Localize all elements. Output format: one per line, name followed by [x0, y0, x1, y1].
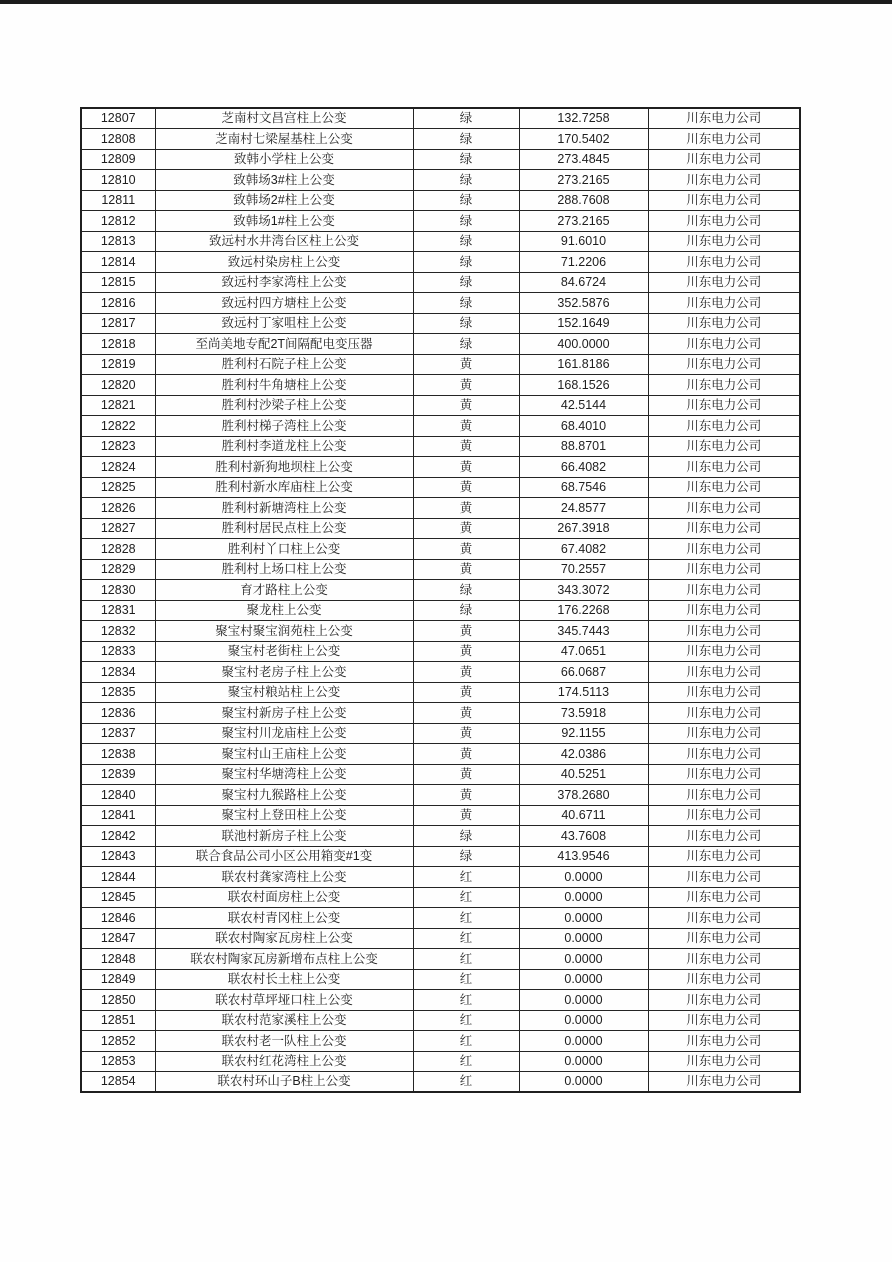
cell-value: 0.0000 [519, 990, 648, 1011]
cell-status: 黄 [413, 416, 519, 437]
cell-status: 绿 [413, 293, 519, 314]
cell-status: 黄 [413, 703, 519, 724]
cell-id: 12813 [81, 231, 155, 252]
cell-status: 绿 [413, 108, 519, 129]
table-row [81, 211, 800, 232]
cell-value: 0.0000 [519, 1010, 648, 1031]
cell-value: 40.6711 [519, 805, 648, 826]
cell-company: 川东电力公司 [648, 129, 800, 150]
cell-id: 12846 [81, 908, 155, 929]
cell-status: 黄 [413, 436, 519, 457]
cell-status: 黄 [413, 785, 519, 806]
cell-status: 黄 [413, 477, 519, 498]
cell-company: 川东电力公司 [648, 313, 800, 334]
cell-value: 67.4082 [519, 539, 648, 560]
cell-company: 川东电力公司 [648, 928, 800, 949]
cell-id: 12809 [81, 149, 155, 170]
table-row [81, 416, 800, 437]
cell-company: 川东电力公司 [648, 293, 800, 314]
cell-value: 47.0651 [519, 641, 648, 662]
table-row [81, 744, 800, 765]
cell-name: 胜利村牛角塘柱上公变 [155, 375, 413, 396]
cell-status: 黄 [413, 539, 519, 560]
cell-company: 川东电力公司 [648, 518, 800, 539]
table-row [81, 252, 800, 273]
table-row [81, 1072, 800, 1093]
cell-name: 联农村陶家瓦房柱上公变 [155, 928, 413, 949]
table-row [81, 928, 800, 949]
cell-value: 343.3072 [519, 580, 648, 601]
cell-id: 12850 [81, 990, 155, 1011]
cell-name: 联农村长土柱上公变 [155, 969, 413, 990]
cell-company: 川东电力公司 [648, 949, 800, 970]
table-row [81, 949, 800, 970]
table-row [81, 313, 800, 334]
cell-company: 川东电力公司 [648, 108, 800, 129]
data-table [80, 107, 801, 1093]
cell-name: 致远村水井湾台区柱上公变 [155, 231, 413, 252]
cell-value: 0.0000 [519, 887, 648, 908]
cell-company: 川东电力公司 [648, 231, 800, 252]
data-table-container [80, 107, 799, 1093]
cell-name: 聚宝村川龙庙柱上公变 [155, 723, 413, 744]
cell-name: 联农村面房柱上公变 [155, 887, 413, 908]
table-row [81, 231, 800, 252]
cell-status: 绿 [413, 252, 519, 273]
cell-value: 92.1155 [519, 723, 648, 744]
table-row [81, 662, 800, 683]
cell-company: 川东电力公司 [648, 990, 800, 1011]
table-row [81, 723, 800, 744]
cell-company: 川东电力公司 [648, 149, 800, 170]
table-row [81, 785, 800, 806]
cell-value: 132.7258 [519, 108, 648, 129]
table-row [81, 600, 800, 621]
cell-name: 聚宝村粮站柱上公变 [155, 682, 413, 703]
cell-company: 川东电力公司 [648, 395, 800, 416]
cell-value: 267.3918 [519, 518, 648, 539]
table-row [81, 1031, 800, 1052]
cell-name: 联合食品公司小区公用箱变#1变 [155, 846, 413, 867]
cell-id: 12852 [81, 1031, 155, 1052]
cell-value: 0.0000 [519, 1031, 648, 1052]
cell-company: 川东电力公司 [648, 477, 800, 498]
cell-name: 胜利村新水库庙柱上公变 [155, 477, 413, 498]
cell-status: 绿 [413, 580, 519, 601]
cell-status: 红 [413, 928, 519, 949]
cell-id: 12844 [81, 867, 155, 888]
cell-id: 12834 [81, 662, 155, 683]
cell-status: 黄 [413, 498, 519, 519]
table-row [81, 293, 800, 314]
cell-value: 71.2206 [519, 252, 648, 273]
cell-status: 黄 [413, 641, 519, 662]
cell-id: 12815 [81, 272, 155, 293]
cell-name: 胜利村沙梁子柱上公变 [155, 395, 413, 416]
cell-value: 174.5113 [519, 682, 648, 703]
cell-status: 黄 [413, 682, 519, 703]
cell-name: 联农村环山子B柱上公变 [155, 1072, 413, 1093]
cell-id: 12827 [81, 518, 155, 539]
cell-status: 绿 [413, 211, 519, 232]
table-row [81, 395, 800, 416]
table-row [81, 764, 800, 785]
cell-name: 胜利村上场口柱上公变 [155, 559, 413, 580]
cell-status: 红 [413, 908, 519, 929]
cell-company: 川东电力公司 [648, 170, 800, 191]
cell-name: 致韩场2#柱上公变 [155, 190, 413, 211]
cell-id: 12832 [81, 621, 155, 642]
cell-id: 12848 [81, 949, 155, 970]
cell-value: 400.0000 [519, 334, 648, 355]
cell-value: 273.2165 [519, 170, 648, 191]
table-row [81, 682, 800, 703]
cell-company: 川东电力公司 [648, 887, 800, 908]
cell-name: 芝南村文昌宫柱上公变 [155, 108, 413, 129]
table-body [81, 108, 800, 1092]
table-row [81, 108, 800, 129]
table-row [81, 908, 800, 929]
cell-status: 红 [413, 1051, 519, 1072]
table-row [81, 1010, 800, 1031]
cell-company: 川东电力公司 [648, 867, 800, 888]
table-row [81, 703, 800, 724]
table-row [81, 170, 800, 191]
cell-status: 黄 [413, 764, 519, 785]
cell-name: 聚宝村新房子柱上公变 [155, 703, 413, 724]
cell-name: 聚宝村九猴路柱上公变 [155, 785, 413, 806]
cell-value: 0.0000 [519, 1051, 648, 1072]
cell-name: 至尚美地专配2T间隔配电变压器 [155, 334, 413, 355]
cell-status: 黄 [413, 621, 519, 642]
cell-value: 170.5402 [519, 129, 648, 150]
table-row [81, 457, 800, 478]
cell-company: 川东电力公司 [648, 641, 800, 662]
table-row [81, 580, 800, 601]
cell-company: 川东电力公司 [648, 744, 800, 765]
cell-name: 聚龙柱上公变 [155, 600, 413, 621]
cell-status: 绿 [413, 334, 519, 355]
cell-name: 致韩场3#柱上公变 [155, 170, 413, 191]
table-row [81, 641, 800, 662]
table-row [81, 867, 800, 888]
table-row [81, 129, 800, 150]
cell-id: 12822 [81, 416, 155, 437]
cell-status: 红 [413, 867, 519, 888]
cell-id: 12840 [81, 785, 155, 806]
cell-company: 川东电力公司 [648, 662, 800, 683]
table-row [81, 498, 800, 519]
cell-status: 红 [413, 949, 519, 970]
cell-status: 黄 [413, 559, 519, 580]
cell-status: 红 [413, 990, 519, 1011]
table-row [81, 621, 800, 642]
cell-name: 联农村青冈柱上公变 [155, 908, 413, 929]
cell-value: 42.5144 [519, 395, 648, 416]
cell-id: 12823 [81, 436, 155, 457]
cell-value: 0.0000 [519, 1072, 648, 1093]
cell-value: 152.1649 [519, 313, 648, 334]
cell-value: 68.4010 [519, 416, 648, 437]
cell-value: 273.4845 [519, 149, 648, 170]
cell-status: 黄 [413, 518, 519, 539]
cell-status: 绿 [413, 600, 519, 621]
cell-id: 12829 [81, 559, 155, 580]
cell-status: 黄 [413, 457, 519, 478]
table-row [81, 272, 800, 293]
cell-value: 66.0687 [519, 662, 648, 683]
cell-value: 176.2268 [519, 600, 648, 621]
cell-value: 68.7546 [519, 477, 648, 498]
cell-id: 12810 [81, 170, 155, 191]
cell-status: 黄 [413, 744, 519, 765]
cell-company: 川东电力公司 [648, 559, 800, 580]
cell-id: 12849 [81, 969, 155, 990]
cell-name: 致远村染房柱上公变 [155, 252, 413, 273]
cell-company: 川东电力公司 [648, 682, 800, 703]
cell-value: 0.0000 [519, 928, 648, 949]
cell-status: 黄 [413, 662, 519, 683]
cell-id: 12819 [81, 354, 155, 375]
cell-status: 黄 [413, 723, 519, 744]
cell-company: 川东电力公司 [648, 805, 800, 826]
cell-company: 川东电力公司 [648, 272, 800, 293]
cell-id: 12847 [81, 928, 155, 949]
cell-company: 川东电力公司 [648, 1031, 800, 1052]
cell-value: 161.8186 [519, 354, 648, 375]
cell-name: 致韩小学柱上公变 [155, 149, 413, 170]
cell-id: 12808 [81, 129, 155, 150]
cell-value: 0.0000 [519, 969, 648, 990]
cell-company: 川东电力公司 [648, 498, 800, 519]
cell-name: 联农村红花湾柱上公变 [155, 1051, 413, 1072]
cell-name: 联农村老一队柱上公变 [155, 1031, 413, 1052]
cell-id: 12851 [81, 1010, 155, 1031]
cell-id: 12830 [81, 580, 155, 601]
cell-id: 12835 [81, 682, 155, 703]
table-row [81, 375, 800, 396]
cell-company: 川东电力公司 [648, 723, 800, 744]
cell-company: 川东电力公司 [648, 436, 800, 457]
cell-status: 绿 [413, 272, 519, 293]
cell-id: 12807 [81, 108, 155, 129]
table-row [81, 559, 800, 580]
cell-name: 联农村陶家瓦房新增布点柱上公变 [155, 949, 413, 970]
cell-status: 红 [413, 1031, 519, 1052]
table-row [81, 887, 800, 908]
cell-name: 聚宝村老房子柱上公变 [155, 662, 413, 683]
cell-name: 致远村丁家咀柱上公变 [155, 313, 413, 334]
cell-status: 黄 [413, 395, 519, 416]
cell-id: 12821 [81, 395, 155, 416]
cell-status: 红 [413, 1072, 519, 1093]
cell-status: 绿 [413, 313, 519, 334]
cell-name: 致远村李家湾柱上公变 [155, 272, 413, 293]
cell-name: 联农村草坪垭口柱上公变 [155, 990, 413, 1011]
cell-name: 聚宝村山王庙柱上公变 [155, 744, 413, 765]
cell-id: 12817 [81, 313, 155, 334]
cell-value: 352.5876 [519, 293, 648, 314]
cell-company: 川东电力公司 [648, 1072, 800, 1093]
cell-id: 12837 [81, 723, 155, 744]
cell-company: 川东电力公司 [648, 621, 800, 642]
table-row [81, 477, 800, 498]
cell-id: 12816 [81, 293, 155, 314]
cell-id: 12814 [81, 252, 155, 273]
cell-name: 胜利村新塘湾柱上公变 [155, 498, 413, 519]
cell-name: 联农村范家溪柱上公变 [155, 1010, 413, 1031]
cell-name: 致远村四方塘柱上公变 [155, 293, 413, 314]
cell-name: 胜利村李道龙柱上公变 [155, 436, 413, 457]
cell-name: 胜利村梯子湾柱上公变 [155, 416, 413, 437]
cell-id: 12839 [81, 764, 155, 785]
cell-name: 胜利村丫口柱上公变 [155, 539, 413, 560]
cell-name: 聚宝村上登田柱上公变 [155, 805, 413, 826]
cell-status: 绿 [413, 170, 519, 191]
cell-value: 66.4082 [519, 457, 648, 478]
cell-status: 红 [413, 887, 519, 908]
cell-value: 40.5251 [519, 764, 648, 785]
cell-id: 12838 [81, 744, 155, 765]
cell-value: 73.5918 [519, 703, 648, 724]
cell-status: 红 [413, 969, 519, 990]
cell-name: 芝南村七梁屋基柱上公变 [155, 129, 413, 150]
cell-company: 川东电力公司 [648, 785, 800, 806]
table-row [81, 805, 800, 826]
cell-id: 12811 [81, 190, 155, 211]
cell-id: 12833 [81, 641, 155, 662]
cell-company: 川东电力公司 [648, 969, 800, 990]
cell-status: 绿 [413, 846, 519, 867]
cell-value: 168.1526 [519, 375, 648, 396]
cell-name: 聚宝村华塘湾柱上公变 [155, 764, 413, 785]
table-row [81, 846, 800, 867]
cell-company: 川东电力公司 [648, 580, 800, 601]
cell-id: 12824 [81, 457, 155, 478]
cell-status: 绿 [413, 826, 519, 847]
cell-id: 12825 [81, 477, 155, 498]
table-row [81, 190, 800, 211]
cell-value: 413.9546 [519, 846, 648, 867]
cell-name: 胜利村石院子柱上公变 [155, 354, 413, 375]
cell-value: 91.6010 [519, 231, 648, 252]
cell-company: 川东电力公司 [648, 539, 800, 560]
cell-company: 川东电力公司 [648, 211, 800, 232]
cell-value: 42.0386 [519, 744, 648, 765]
cell-value: 88.8701 [519, 436, 648, 457]
table-row [81, 1051, 800, 1072]
cell-company: 川东电力公司 [648, 846, 800, 867]
cell-value: 0.0000 [519, 867, 648, 888]
table-row [81, 969, 800, 990]
cell-id: 12842 [81, 826, 155, 847]
cell-value: 43.7608 [519, 826, 648, 847]
cell-name: 聚宝村老街柱上公变 [155, 641, 413, 662]
cell-company: 川东电力公司 [648, 416, 800, 437]
table-row [81, 334, 800, 355]
cell-value: 378.2680 [519, 785, 648, 806]
table-row [81, 518, 800, 539]
cell-id: 12853 [81, 1051, 155, 1072]
cell-id: 12820 [81, 375, 155, 396]
cell-value: 288.7608 [519, 190, 648, 211]
cell-company: 川东电力公司 [648, 1010, 800, 1031]
cell-status: 黄 [413, 354, 519, 375]
cell-company: 川东电力公司 [648, 600, 800, 621]
cell-name: 联池村新房子柱上公变 [155, 826, 413, 847]
table-row [81, 436, 800, 457]
cell-name: 育才路柱上公变 [155, 580, 413, 601]
cell-status: 绿 [413, 149, 519, 170]
table-row [81, 149, 800, 170]
table-row [81, 826, 800, 847]
cell-company: 川东电力公司 [648, 252, 800, 273]
cell-status: 黄 [413, 805, 519, 826]
cell-company: 川东电力公司 [648, 764, 800, 785]
cell-value: 273.2165 [519, 211, 648, 232]
cell-status: 黄 [413, 375, 519, 396]
cell-name: 聚宝村聚宝润苑柱上公变 [155, 621, 413, 642]
cell-id: 12831 [81, 600, 155, 621]
cell-id: 12828 [81, 539, 155, 560]
cell-status: 绿 [413, 190, 519, 211]
cell-id: 12843 [81, 846, 155, 867]
cell-company: 川东电力公司 [648, 826, 800, 847]
cell-company: 川东电力公司 [648, 703, 800, 724]
cell-id: 12841 [81, 805, 155, 826]
cell-value: 345.7443 [519, 621, 648, 642]
cell-company: 川东电力公司 [648, 1051, 800, 1072]
cell-name: 联农村龚家湾柱上公变 [155, 867, 413, 888]
cell-id: 12812 [81, 211, 155, 232]
table-row [81, 539, 800, 560]
cell-name: 胜利村居民点柱上公变 [155, 518, 413, 539]
cell-status: 绿 [413, 231, 519, 252]
cell-id: 12854 [81, 1072, 155, 1093]
cell-id: 12826 [81, 498, 155, 519]
cell-company: 川东电力公司 [648, 375, 800, 396]
cell-company: 川东电力公司 [648, 334, 800, 355]
cell-value: 0.0000 [519, 949, 648, 970]
page-top-edge-bar [0, 0, 892, 4]
cell-company: 川东电力公司 [648, 354, 800, 375]
cell-id: 12818 [81, 334, 155, 355]
cell-value: 70.2557 [519, 559, 648, 580]
cell-company: 川东电力公司 [648, 190, 800, 211]
cell-value: 24.8577 [519, 498, 648, 519]
cell-name: 致韩场1#柱上公变 [155, 211, 413, 232]
cell-id: 12845 [81, 887, 155, 908]
table-row [81, 354, 800, 375]
cell-value: 0.0000 [519, 908, 648, 929]
cell-company: 川东电力公司 [648, 908, 800, 929]
cell-name: 胜利村新狗地坝柱上公变 [155, 457, 413, 478]
cell-status: 红 [413, 1010, 519, 1031]
cell-company: 川东电力公司 [648, 457, 800, 478]
cell-value: 84.6724 [519, 272, 648, 293]
table-row [81, 990, 800, 1011]
cell-status: 绿 [413, 129, 519, 150]
cell-id: 12836 [81, 703, 155, 724]
